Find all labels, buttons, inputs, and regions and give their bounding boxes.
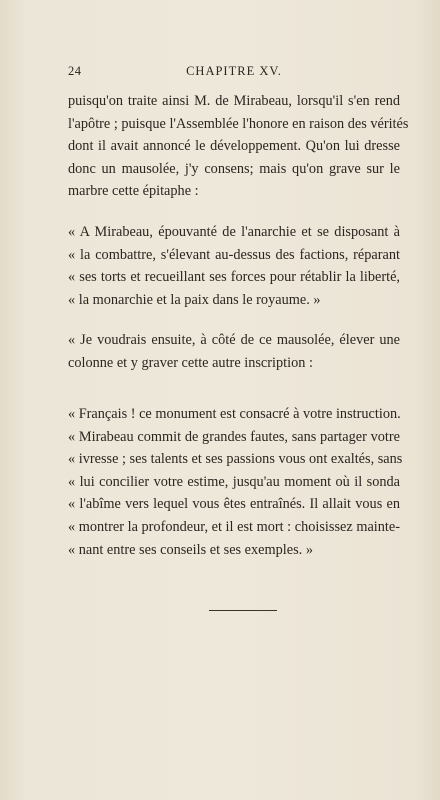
text-line: « ivresse ; ses talents et ses passions vous ont exaltés, sans — [68, 451, 403, 468]
text-line: « ses torts et recueillant ses forces pour rétablir la liberté, — [68, 269, 400, 286]
page-header — [68, 64, 400, 80]
paragraph-1 — [68, 90, 409, 203]
text-line: « A Mirabeau, épouvanté de l'anarchie et se disposant à — [68, 224, 400, 240]
text-line: « nant entre ses conseils et ses exemples. » — [68, 541, 313, 558]
text-line: l'apôtre ; puisque l'Assemblée l'honore en raison des vérités — [68, 115, 409, 132]
text-line: « la combattre, s'élevant au-dessus des factions, réparant — [68, 246, 400, 263]
text-line: « la monarchie et la paix dans le royaume. » — [68, 291, 321, 308]
epitaph-quote — [68, 221, 400, 311]
text-line: dont il avait annoncé le développement. Qu'on lui dresse — [68, 138, 400, 155]
running-head: CHAPITRE XV. — [186, 64, 282, 78]
page-number: 24 — [68, 64, 82, 78]
text-line: « Français ! ce monument est consacré à votre instruction. — [68, 406, 401, 422]
text-line: colonne et y graver cette autre inscription : — [68, 354, 313, 371]
inscription-quote — [68, 403, 403, 561]
text-line: « Je voudrais ensuite, à côté de ce mausolée, élever une — [68, 332, 400, 348]
text-line: « l'abîme vers lequel vous êtes entraînés. Il allait vous en — [68, 496, 400, 513]
text-line: donc un mausolée, j'y consens; mais qu'on grave sur le — [68, 160, 400, 177]
text-line: « Mirabeau commit de grandes fautes, sans partager votre — [68, 428, 400, 445]
text-line: « lui concilier votre estime, jusqu'au moment où il sonda — [68, 473, 400, 490]
text-line: puisqu'on traite ainsi M. de Mirabeau, lorsqu'il s'en rend — [68, 93, 400, 109]
section-divider — [209, 610, 277, 611]
paragraph-3 — [68, 329, 400, 374]
text-line: « montrer la profondeur, et il est mort : choisissez mainte- — [68, 518, 400, 535]
text-line: marbre cette épitaphe : — [68, 183, 199, 200]
